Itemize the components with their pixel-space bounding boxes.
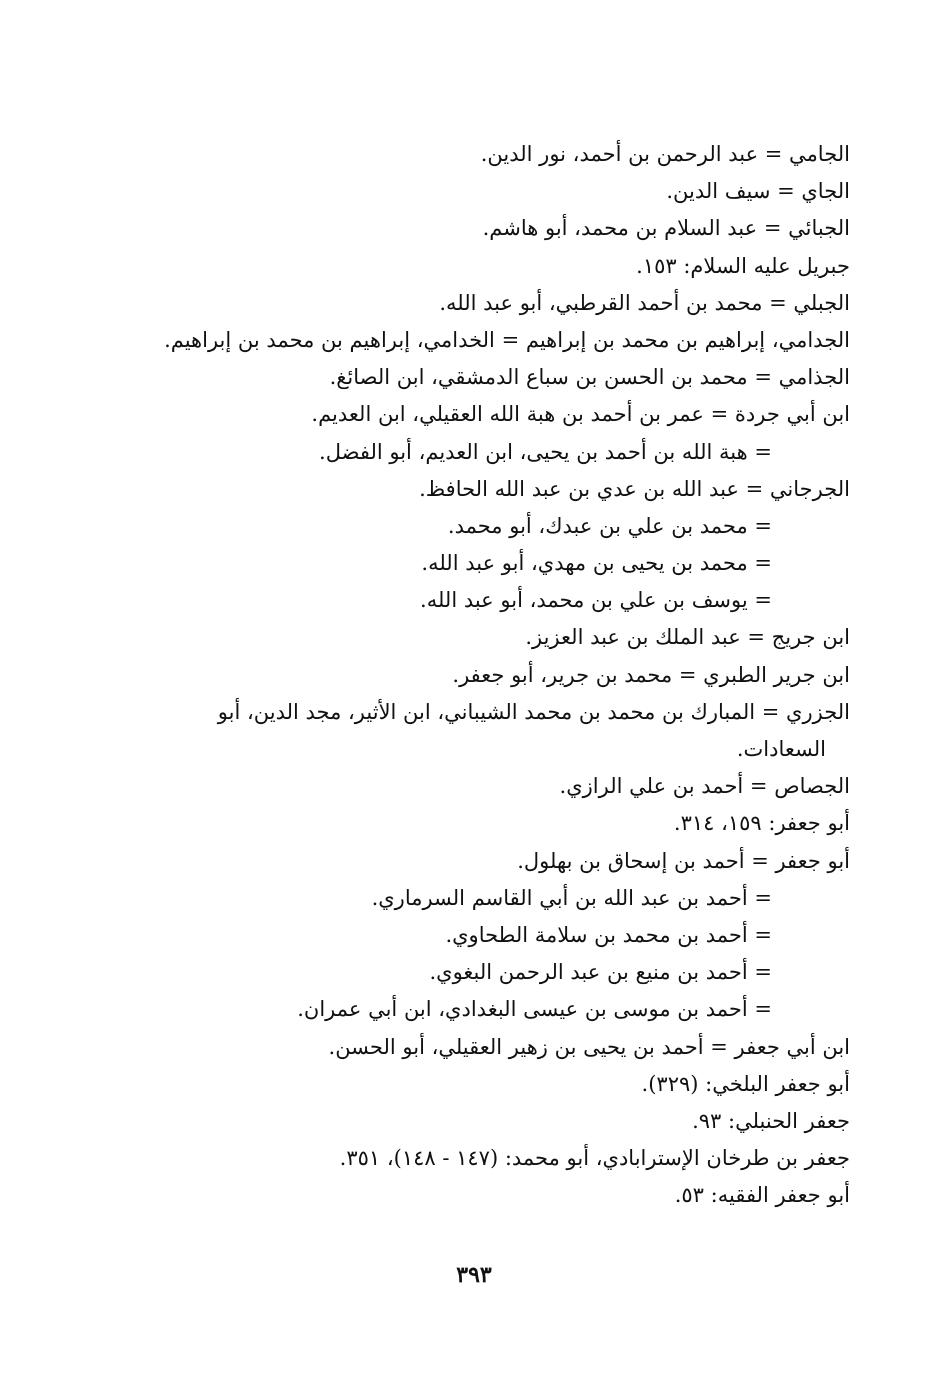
index-sub-entry bbox=[110, 582, 850, 619]
index-entry-text: أبو جعفر = أحمد بن إسحاق بن بهلول. bbox=[517, 848, 850, 873]
index-entry-text: = هبة الله بن أحمد بن يحيى، ابن العديم، أبو الفضل. bbox=[319, 439, 772, 464]
index-sub-entry bbox=[110, 880, 850, 917]
index-entry-text: = أحمد بن منيع بن عبد الرحمن البغوي. bbox=[429, 960, 772, 985]
index-entry-text: = محمد بن يحيى بن مهدي، أبو عبد الله. bbox=[421, 551, 772, 576]
index-entry bbox=[110, 471, 850, 508]
index-entry-text: الجرجاني = عبد الله بن عدي بن عبد الله الحافظ. bbox=[419, 476, 850, 501]
index-entry-text: = أحمد بن موسى بن عيسى البغدادي، ابن أبي عمران. bbox=[297, 997, 772, 1022]
index-entry bbox=[110, 843, 850, 880]
index-entry-text: ابن جريج = عبد الملك بن عبد العزيز. bbox=[525, 625, 850, 650]
index-entry bbox=[110, 1029, 850, 1066]
index-entry bbox=[110, 210, 850, 247]
index-entry bbox=[110, 285, 850, 322]
index-entry-text: جعفر الحنبلي: ٩٣. bbox=[692, 1108, 850, 1133]
index-entry bbox=[110, 322, 850, 359]
index-entry bbox=[110, 768, 850, 805]
index-sub-entry bbox=[110, 545, 850, 582]
index-entry bbox=[110, 136, 850, 173]
index-entry-text: الجدامي، إبراهيم بن محمد بن إبراهيم = الخدامي، إبراهيم بن محمد بن إبراهيم. bbox=[164, 327, 850, 352]
index-sub-entry bbox=[110, 434, 850, 471]
index-entry-text: جبريل عليه السلام: ١٥٣. bbox=[636, 253, 850, 278]
index-entry-text: الجذامي = محمد بن الحسن بن سباع الدمشقي، ابن الصائغ. bbox=[329, 365, 850, 390]
index-entry-text: أبو جعفر: ١٥٩، ٣١٤. bbox=[673, 811, 850, 836]
index-entry-text: الجبلي = محمد بن أحمد القرطبي، أبو عبد الله. bbox=[439, 290, 850, 315]
index-entry bbox=[110, 1140, 850, 1177]
index-entry-text: الجبائي = عبد السلام بن محمد، أبو هاشم. bbox=[482, 216, 850, 241]
index-entry-text: أبو جعفر البلخي: (٣٢٩). bbox=[641, 1071, 850, 1096]
index-entries-list bbox=[110, 136, 850, 1214]
index-entry bbox=[110, 805, 850, 842]
index-sub-entry bbox=[110, 917, 850, 954]
index-entry bbox=[110, 396, 850, 433]
index-entry-text: الجاي = سيف الدين. bbox=[666, 179, 850, 204]
index-entry bbox=[110, 1177, 850, 1214]
index-entry-text: ابن جرير الطبري = محمد بن جرير، أبو جعفر. bbox=[452, 662, 850, 687]
index-entry-text: الجصاص = أحمد بن علي الرازي. bbox=[559, 774, 850, 799]
index-entry-text: = أحمد بن عبد الله بن أبي القاسم السرماري. bbox=[371, 885, 772, 910]
index-entry bbox=[110, 248, 850, 285]
page-number: ٣٩٣ bbox=[456, 1262, 492, 1288]
index-entry-text: = محمد بن علي بن عبدك، أبو محمد. bbox=[447, 513, 772, 538]
index-entry bbox=[110, 657, 850, 694]
index-sub-entry bbox=[110, 508, 850, 545]
index-entry-text: جعفر بن طرخان الإسترابادي، أبو محمد: (١٤٧ - ١٤٨)، ٣٥١. bbox=[339, 1146, 850, 1171]
index-entry-continuation: السعادات. bbox=[736, 737, 826, 762]
index-entry-text: ابن أبي جردة = عمر بن أحمد بن هبة الله العقيلي، ابن العديم. bbox=[311, 402, 850, 427]
index-entry-text: الجزري = المبارك بن محمد بن محمد الشيباني، ابن الأثير، مجد الدين، أبو bbox=[217, 699, 850, 724]
index-entry-text: ابن أبي جعفر = أحمد بن يحيى بن زهير العقيلي، أبو الحسن. bbox=[328, 1034, 850, 1059]
index-entry-text: = أحمد بن محمد بن سلامة الطحاوي. bbox=[445, 922, 772, 947]
index-entry bbox=[110, 173, 850, 210]
index-entry bbox=[110, 694, 850, 768]
index-sub-entry bbox=[110, 991, 850, 1028]
index-entry-text: الجامي = عبد الرحمن بن أحمد، نور الدين. bbox=[480, 142, 850, 166]
index-sub-entry bbox=[110, 954, 850, 991]
index-entry-text: = يوسف بن علي بن محمد، أبو عبد الله. bbox=[420, 588, 772, 613]
index-entry bbox=[110, 619, 850, 656]
index-entry-text: أبو جعفر الفقيه: ٥٣. bbox=[674, 1183, 850, 1208]
index-entry bbox=[110, 359, 850, 396]
index-entry bbox=[110, 1103, 850, 1140]
index-entry bbox=[110, 1066, 850, 1103]
